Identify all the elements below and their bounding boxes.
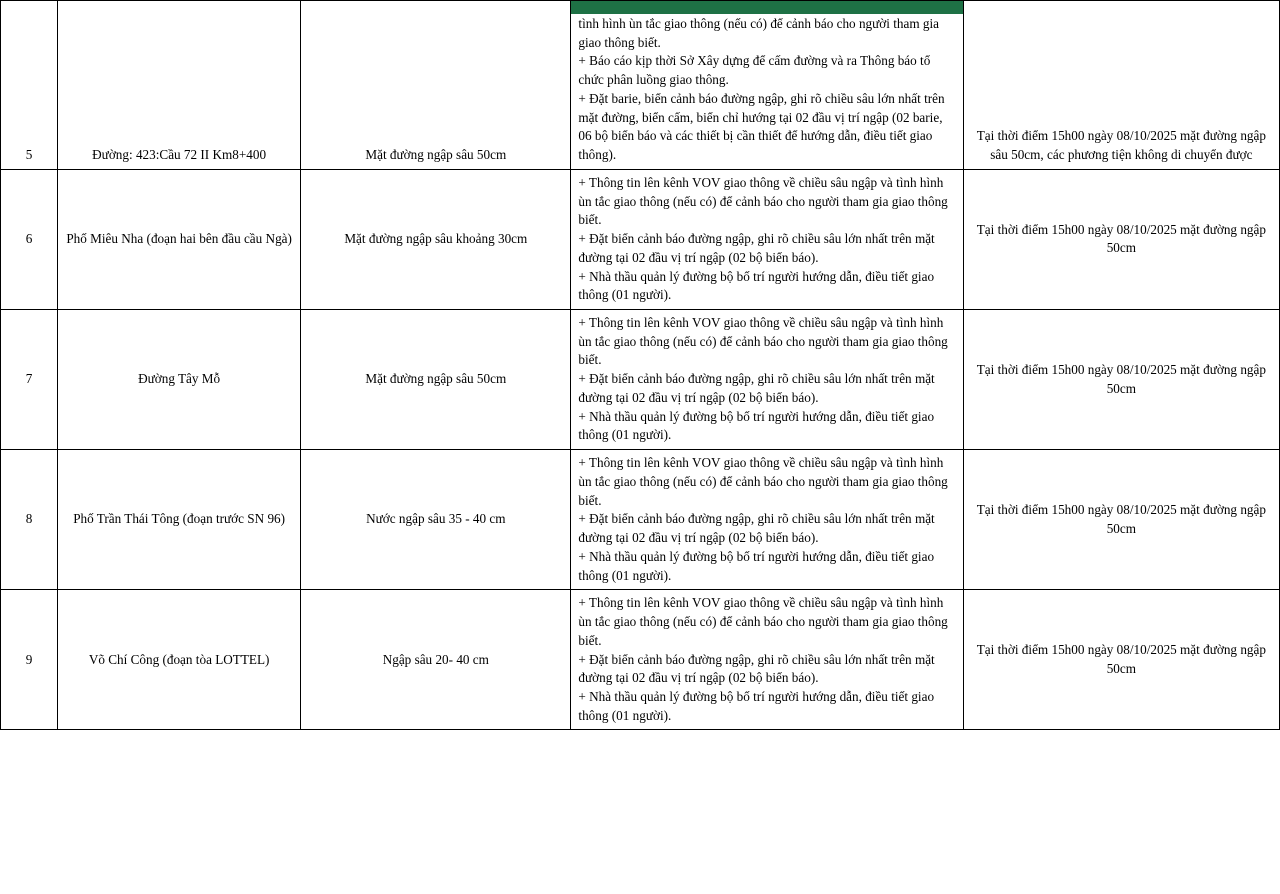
note-cell[interactable]: Tại thời điểm 15h00 ngày 08/10/2025 mặt đường ngập 50cm [963,169,1279,309]
note-cell[interactable]: Tại thời điểm 15h00 ngày 08/10/2025 mặt đường ngập sâu 50cm, các phương tiện không di chuyển được [963,1,1279,170]
note-cell[interactable]: Tại thời điểm 15h00 ngày 08/10/2025 mặt đường ngập 50cm [963,450,1279,590]
table-row[interactable] [1,310,1280,450]
row-index-cell[interactable]: 6 [1,169,58,309]
location-cell[interactable]: Đường Tây Mỗ [58,310,301,450]
table-row[interactable] [1,169,1280,309]
measure-line: + Đặt biển cảnh báo đường ngập, ghi rõ chiều sâu lớn nhất trên mặt đường tại 02 đầu vị trí ngập (02 bộ biển báo). [578,651,935,686]
measure-line: + Báo cáo kịp thời Sở Xây dựng để cấm đường và ra Thông báo tổ chức phân luồng giao thông. [578,53,931,88]
measure-line: + Thông tin lên kênh VOV giao thông về chiều sâu ngập và tình hình ùn tắc giao thông (nếu có) để cảnh báo cho người tham gia giao thông biết. [578,595,948,648]
location-cell[interactable]: Phố Trần Thái Tông (đoạn trước SN 96) [58,450,301,590]
depth-cell[interactable]: Ngập sâu 20- 40 cm [301,590,571,730]
location-cell[interactable]: Đường: 423:Cầu 72 II Km8+400 [58,1,301,170]
location-cell[interactable]: Phố Miêu Nha (đoạn hai bên đầu cầu Ngà) [58,169,301,309]
measure-line: + Đặt biển cảnh báo đường ngập, ghi rõ chiều sâu lớn nhất trên mặt đường tại 02 đầu vị trí ngập (02 bộ biển báo). [578,231,935,265]
measure-line: + Đặt biển cảnh báo đường ngập, ghi rõ chiều sâu lớn nhất trên mặt đường tại 02 đầu vị trí ngập (02 bộ biển báo). [578,371,935,405]
table-row[interactable] [1,590,1280,730]
measure-line: + Nhà thầu quản lý đường bộ bố trí người hướng dẫn, điều tiết giao thông (01 người). [578,688,935,723]
selected-row-highlight [571,1,962,14]
depth-cell[interactable]: Mặt đường ngập sâu khoảng 30cm [301,169,571,309]
table-row[interactable] [1,450,1280,590]
measure-line: + Nhà thầu quản lý đường bộ bố trí người hướng dẫn, điều tiết giao thông (01 người). [578,548,935,583]
measure-line: + Thông tin lên kênh VOV giao thông về chiều sâu ngập và tình hình ùn tắc giao thông (nếu có) để cảnh báo cho người tham gia giao thông biết. [578,315,948,368]
measure-line: tình hình ùn tắc giao thông (nếu có) để cảnh báo cho người tham gia giao thông biết. [578,16,939,50]
measure-line: + Nhà thầu quản lý đường bộ bố trí người hướng dẫn, điều tiết giao thông (01 người). [578,268,935,303]
depth-cell[interactable]: Mặt đường ngập sâu 50cm [301,310,571,450]
measures-cell[interactable] [571,450,963,590]
table-row[interactable] [1,1,1280,170]
measure-line: + Thông tin lên kênh VOV giao thông về chiều sâu ngập và tình hình ùn tắc giao thông (nếu có) để cảnh báo cho người tham gia giao thông biết. [578,455,948,508]
measures-cell[interactable] [571,590,963,730]
measure-line: + Đặt barie, biển cảnh báo đường ngập, ghi rõ chiều sâu lớn nhất trên mặt đường, biển cấm, biển chỉ hướng tại 02 đầu vị trí ngập (02 barie, 06 bộ biển báo và các thiết bị cần thiết để hướng dẫn, điều tiết giao thông). [578,90,945,163]
row-index-cell[interactable]: 8 [1,450,58,590]
note-cell[interactable]: Tại thời điểm 15h00 ngày 08/10/2025 mặt đường ngập 50cm [963,310,1279,450]
note-cell[interactable]: Tại thời điểm 15h00 ngày 08/10/2025 mặt đường ngập 50cm [963,590,1279,730]
row-index-cell[interactable]: 5 [1,1,58,170]
measures-cell[interactable] [571,310,963,450]
location-cell[interactable]: Võ Chí Công (đoạn tòa LOTTEL) [58,590,301,730]
row-index-cell[interactable]: 7 [1,310,58,450]
measure-line: + Nhà thầu quản lý đường bộ bố trí người hướng dẫn, điều tiết giao thông (01 người). [578,408,935,443]
measure-line: + Đặt biển cảnh báo đường ngập, ghi rõ chiều sâu lớn nhất trên mặt đường tại 02 đầu vị trí ngập (02 bộ biển báo). [578,511,935,546]
measures-cell[interactable] [571,169,963,309]
measures-cell[interactable] [571,1,963,170]
measure-line: + Thông tin lên kênh VOV giao thông về chiều sâu ngập và tình hình ùn tắc giao thông (nếu có) để cảnh báo cho người tham gia giao thông biết. [578,174,948,228]
row-index-cell[interactable]: 9 [1,590,58,730]
depth-cell[interactable]: Mặt đường ngập sâu 50cm [301,1,571,170]
depth-cell[interactable]: Nước ngập sâu 35 - 40 cm [301,450,571,590]
